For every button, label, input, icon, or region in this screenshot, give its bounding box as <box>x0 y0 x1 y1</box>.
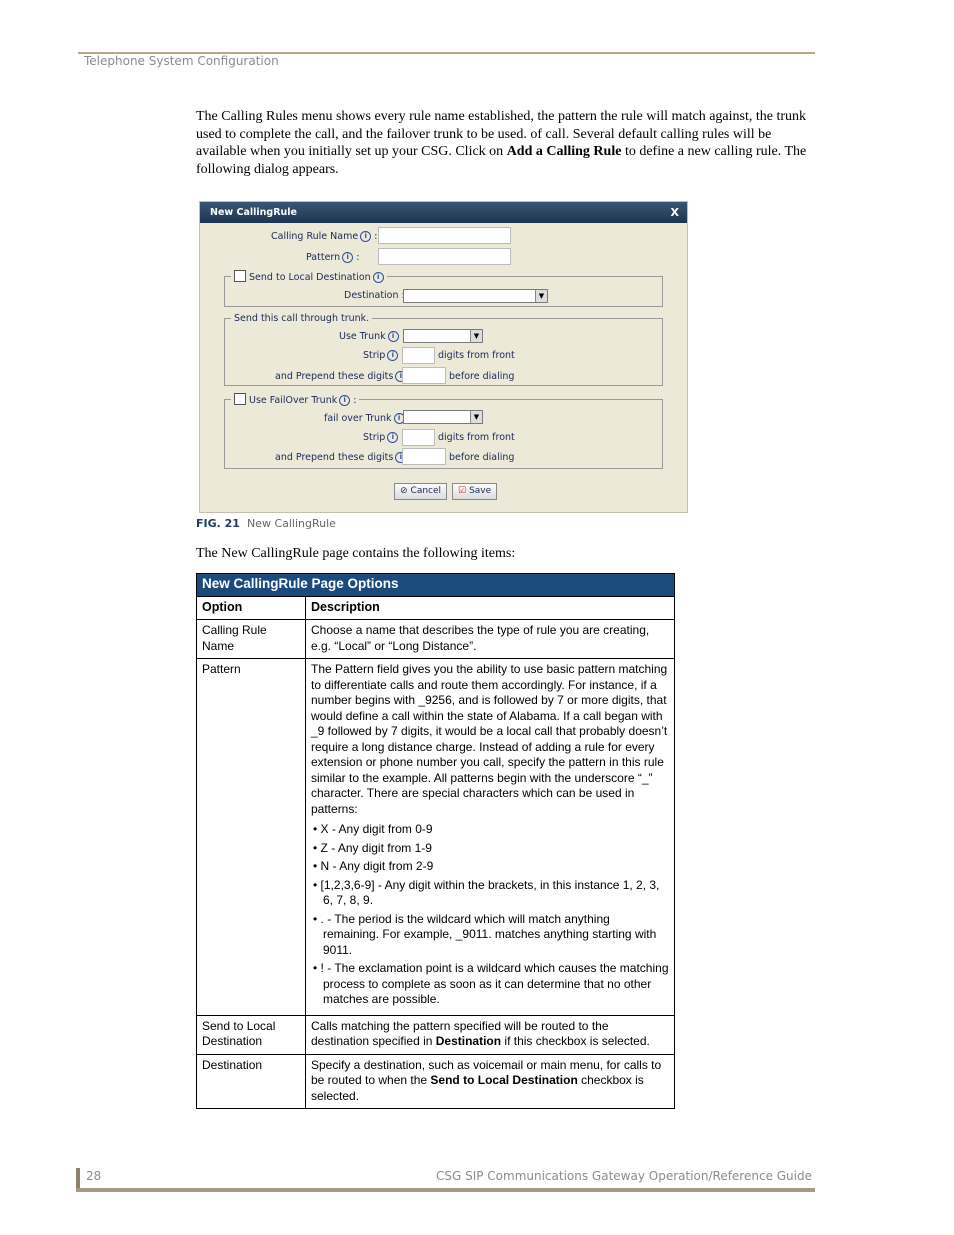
save-icon: ☑ <box>458 486 467 496</box>
info-icon: i <box>395 371 406 382</box>
chevron-down-icon: ▼ <box>535 290 547 302</box>
strip-label: Strip i <box>363 350 398 361</box>
description-cell: Specify a destination, such as voicemail or main menu, for calls to be routed to when the Send to Local Destination checkbox is selected. <box>306 1054 675 1109</box>
list-item: • Z - Any digit from 1-9 <box>311 841 669 857</box>
use-trunk-label: Use Trunk i <box>339 331 399 342</box>
before-dialing-label: before dialing <box>449 371 515 382</box>
use-failover-checkbox[interactable] <box>234 393 246 405</box>
option-cell: Send to Local Destination <box>197 1015 306 1054</box>
failover-trunk-select[interactable] <box>403 410 483 424</box>
new-callingrule-dialog <box>199 201 688 513</box>
calling-rule-name-label: Calling Rule Name i : <box>271 231 378 242</box>
list-item: • X - Any digit from 0-9 <box>311 822 669 838</box>
digits-from-front-label: digits from front <box>438 350 515 361</box>
pattern-label: Pattern i : <box>306 252 360 263</box>
pattern-input[interactable] <box>378 248 511 265</box>
digits-from-front-label: digits from front <box>438 432 515 443</box>
info-icon: i <box>387 432 398 443</box>
before-dialing-label: before dialing <box>449 452 515 463</box>
info-icon: i <box>395 452 406 463</box>
list-item: • N - Any digit from 2-9 <box>311 859 669 875</box>
list-item: • ! - The exclamation point is a wildcard which causes the matching process to complete as soon as it can determine that no other matches are possible. <box>311 961 669 1008</box>
table-row <box>197 620 675 659</box>
table-lead-text: The New CallingRule page contains the following items: <box>196 546 516 561</box>
dialog-title: New CallingRule <box>210 207 297 218</box>
section-header: Telephone System Configuration <box>84 54 279 68</box>
prepend-label-failover: and Prepend these digits i <box>275 452 406 463</box>
description-cell: Choose a name that describes the type of rule you are creating, e.g. “Local” or “Long Distance”. <box>306 620 675 659</box>
options-table <box>196 573 675 1109</box>
strip-label-failover: Strip i <box>363 432 398 443</box>
use-trunk-select[interactable] <box>403 329 483 343</box>
send-local-legend: Send to Local Destination i <box>231 270 387 283</box>
info-icon: i <box>394 413 405 424</box>
info-icon: i <box>339 395 350 406</box>
table-row <box>197 659 675 1016</box>
option-cell: Pattern <box>197 659 306 1016</box>
prepend-label: and Prepend these digits i <box>275 371 406 382</box>
page-number: 28 <box>86 1169 102 1183</box>
send-local-checkbox[interactable] <box>234 270 246 282</box>
info-icon: i <box>387 350 398 361</box>
option-cell: Destination <box>197 1054 306 1109</box>
column-header-option: Option <box>197 596 306 620</box>
table-row <box>197 1054 675 1109</box>
save-button[interactable]: ☑ Save <box>452 483 497 500</box>
dialog-titlebar <box>200 202 687 223</box>
intro-text-end: to define a new calling rule. The following dialog appears. <box>196 144 807 177</box>
prepend-input[interactable] <box>402 367 446 384</box>
option-cell: Calling Rule Name <box>197 620 306 659</box>
pattern-description: The Pattern field gives you the ability to use basic pattern matching to differentiate calls and route them accordingly. For instance, if a number begins with _9256, and is followed by 7 or more digits, that would define a call within the state of Alabama. If a call began with _9 followed by 7 digits, it would be a local call that probably doesn’t require a long distance charge. Instead of adding a rule for every extension or phone number you call, specify the pattern in this rule similar to the example. All patterns begin with the underscore “_” character. There are special characters which can be used in patterns: <box>311 662 668 816</box>
chevron-down-icon: ▼ <box>470 411 482 423</box>
destination-label: Destination <box>344 290 399 301</box>
intro-bold: Add a Calling Rule <box>506 144 622 159</box>
destination-select[interactable] <box>403 289 548 303</box>
description-cell <box>306 659 675 1016</box>
table-title: New CallingRule Page Options <box>197 574 675 597</box>
intro-text: The Calling Rules menu shows every rule name established, the pattern the rule will match against, the trunk used to complete the call, and the failover trunk to be used. of call. Several default calling rules will be available when you initially set up your CSG. Click on <box>196 109 807 159</box>
fail-over-trunk-label: fail over Trunk i <box>324 413 405 424</box>
description-cell: Calls matching the pattern specified will be routed to the destination specified in Destination if this checkbox is selected. <box>306 1015 675 1054</box>
strip-input[interactable] <box>402 347 435 364</box>
chevron-down-icon: ▼ <box>470 330 482 342</box>
info-icon: i <box>388 331 399 342</box>
column-header-description: Description <box>306 596 675 620</box>
info-icon: i <box>342 252 353 263</box>
failover-strip-input[interactable] <box>402 429 435 446</box>
list-item: • . - The period is the wildcard which will match anything remaining. For example, _9011. matches anything starting with 9011. <box>311 912 669 959</box>
cancel-button[interactable]: ⊘ Cancel <box>394 483 447 500</box>
trunk-group-legend: Send this call through trunk. <box>231 313 372 324</box>
footer-title: CSG SIP Communications Gateway Operation/Reference Guide <box>435 1169 812 1183</box>
failover-prepend-input[interactable] <box>402 448 446 465</box>
pattern-characters-list <box>311 822 669 1008</box>
figure-number: FIG. 21 <box>196 517 240 530</box>
failover-legend: Use FailOver Trunk i : <box>231 393 359 406</box>
cancel-icon: ⊘ <box>400 486 408 496</box>
footer-rule <box>76 1188 815 1192</box>
close-icon[interactable]: X <box>670 206 679 219</box>
figure-caption-text: New CallingRule <box>246 517 336 530</box>
info-icon: i <box>360 231 371 242</box>
list-item: • [1,2,3,6-9] - Any digit within the brackets, in this instance 1, 2, 3, 6, 7, 8, 9. <box>311 878 669 909</box>
table-row <box>197 1015 675 1054</box>
intro-paragraph <box>196 108 812 178</box>
calling-rule-name-input[interactable] <box>378 227 511 244</box>
figure-caption <box>196 517 336 530</box>
info-icon: i <box>373 272 384 283</box>
